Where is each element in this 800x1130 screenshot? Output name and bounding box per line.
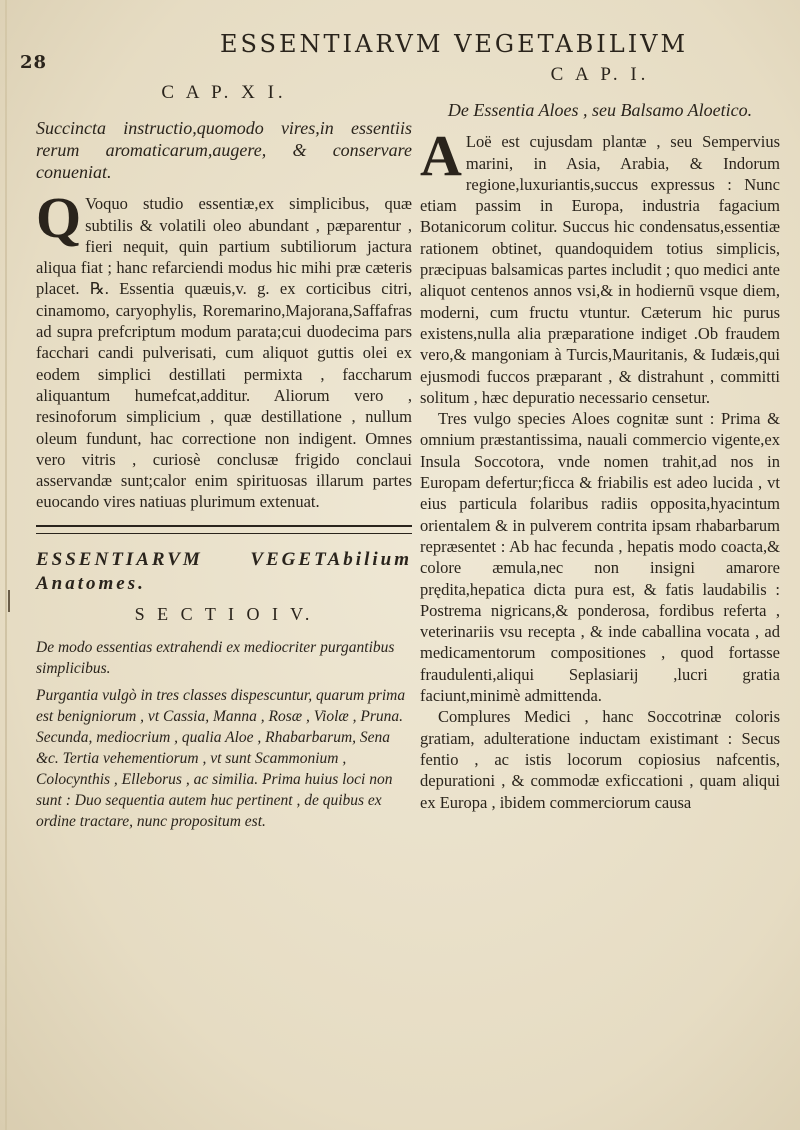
- section-number: S E C T I O I V.: [134, 603, 314, 624]
- running-head: ESSENTIARVM VEGETABILIVM: [220, 30, 689, 58]
- chapter-title-xi: Succincta instructio,quomodo vires,in essentiis rerum aromaticarum,augere, & conservare conueniat.: [36, 118, 412, 183]
- section-subheading: De modo essentias extrahendi ex mediocriter purgantibus simplicibus.: [36, 639, 395, 678]
- purgantia-paragraph: Purgantia vulgò in tres classes dispescuntur, quarum prima est benigniorum , vt Cassia, Manna , Rosæ , Violæ , Pruna. Secunda, mediocrium , qualia Aloe , Rhabarbarum, Sena &c. Tertia vehementiorum , vt sunt Scammonium , Colocynthis , Elleborus , ac similia. Prima huius loci non sunt : Duo sequentia autem huc pertinent , de quibus ex ordine tractare, nunc propositum est.: [36, 687, 406, 831]
- chapter-i-body: [420, 123, 780, 813]
- page-number: 28: [20, 52, 48, 73]
- chapter-label-i: C A P. I.: [550, 64, 650, 85]
- aloe-paragraph-1: Loë est cujusdam plantæ , seu Sempervius marini, in Asia, Arabia, & Indorum regione,luxuriantis,succus expressus : Nunc etiam passim in Europa, industria fagacium Botanicorum colitur. Succus hic condensatus,essentiæ rationem obtinet, quandoquidem totius simplicis, præcipuas balsamicas partes includit ; quo medici ante aliquot centenos annos vsi,& in hodiernū vsque diem, moderni, cum fructu vtuntur. Cæterum hic purus existens,nulla alia præparatione indiget .Ob fraudem vero,& mangoniam à Turcis,Mauritanis, & Iudæis,qui ejusmodi fuccos præparant , & distrahunt , committi solitum , hæc depuratio necessario censetur.: [420, 132, 780, 407]
- margin-ink-mark: [8, 590, 10, 612]
- aloe-paragraph-2: Tres vulgo species Aloes cognitæ sunt : Prima & omnium præstantissima, nauali commercio vigente,ex Insula Soccotora, vnde nomen trahit,ad nos in Europam defertur;ficca & friabilis est adeo lucida , vt eius particula folaribus radiis opposita,hyacintum orientalem & in pulverem contrita ipsam rhabarbarum repræsentet : Ab hac fecunda , hepatis modo coacta,& colore æmula,nec non insigni amarore prędita,hepatica dicta pura est, & fatis laudabilis : Postrema nigricans,& ponderosa, fordibus referta , veterinariis vsu recepta , & inde caballina vocata , ad medicamentorum compositiones , quod fortasse fraudulenti,aliqui Seplasiarij ,lucri gratia faciunt,minimè admittenda.: [420, 409, 780, 706]
- chapter-title-i: De Essentia Aloes , seu Balsamo Aloetico.: [447, 100, 753, 121]
- dropcap-a: A: [420, 123, 462, 189]
- dropcap-q: Q: [36, 185, 82, 251]
- chapter-xi-paragraph: Voquo studio essentiæ,ex simplicibus, quæ subtilis & volatili oleo abundant , pæparentur , fieri nequit, quin partium subtiliorum jactura aliqua fiat ; hanc refarciendi modus hic mihi præ cæteris placet. ℞. Essentia quæuis,v. g. ex corticibus citri, cinamomo, caryophylis, Roremarino,Majorana,Saffafras ad supra prefcriptum modum parata;cui duodecima pars facchari candi pulverisati, cum aliquot guttis olei ex eodem simplici destillati permixta , faccharum aliquantum humefcat,additur. Aliorum vero , resinoforum simplicium , quæ destillatione , nullum oleum fundunt, hac correctione non indigent. Omnes vero vitris , curiosè conclusæ frigido conclaui asservandæ sunt;calor enim spirituosas illarum partes euocando vires natiuas plurimum extenuat.: [36, 194, 412, 512]
- page-fold-shadow: [5, 0, 7, 1130]
- left-column: [36, 80, 412, 838]
- right-column: [420, 64, 780, 813]
- aloe-paragraph-3: Complures Medici , hanc Soccotrinæ coloris gratiam, adulteratione inductam existimant : Secus fentio , ac istis locorum copiosius nafcentis, depurationi , & commodæ exficcationi , quam aliqui ex Europa , ibidem commerciorum causa: [420, 707, 780, 812]
- chapter-xi-body: [36, 185, 412, 512]
- section-divider-rule: [36, 525, 412, 534]
- chapter-label-xi: C A P. X I.: [161, 82, 287, 103]
- section-title: ESSENTIARVM VEGETAbilium Anatomes.: [36, 548, 412, 594]
